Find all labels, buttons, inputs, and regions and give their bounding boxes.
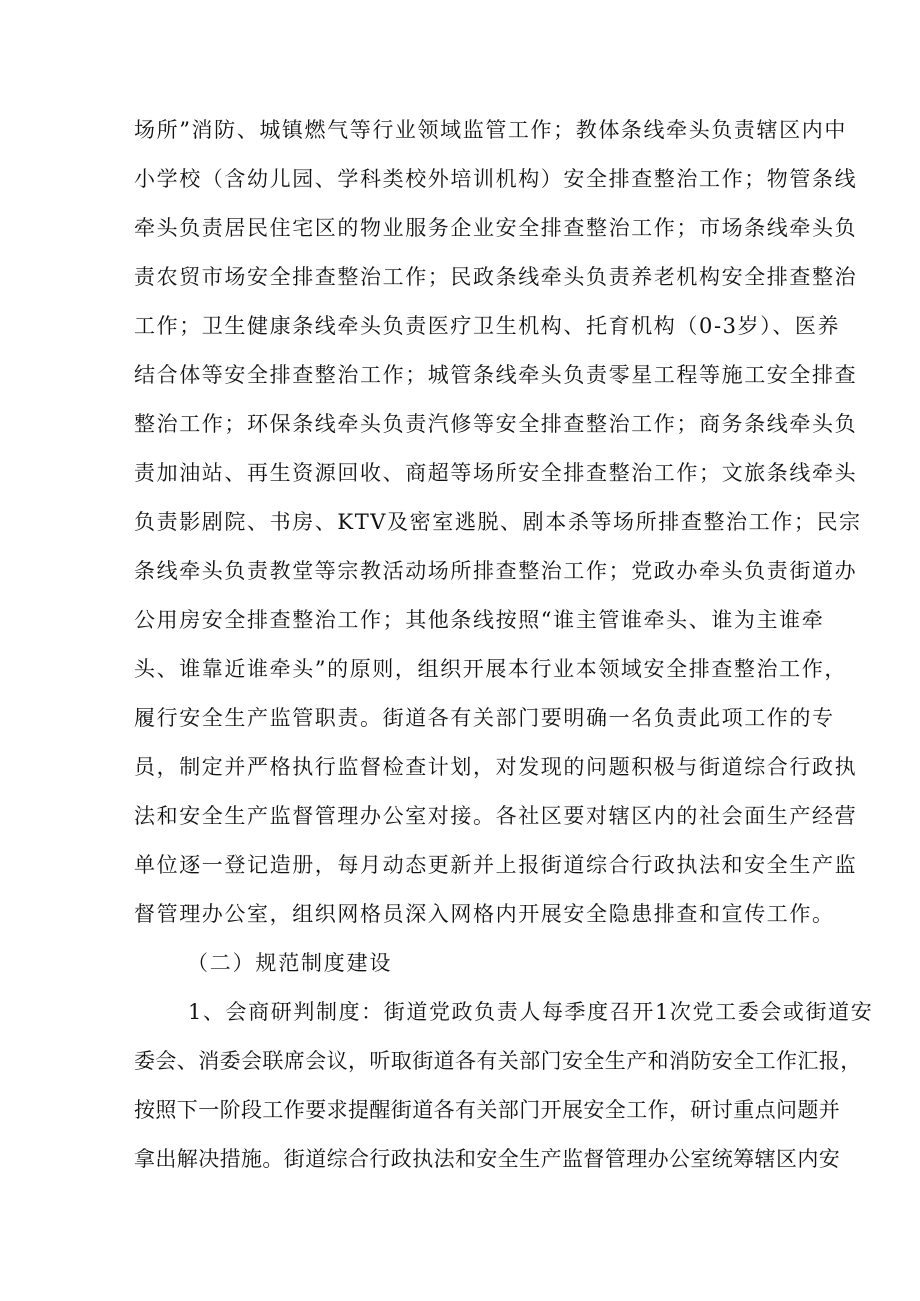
paragraph-1-line-6: 结合体等安全排查整治工作；城管条线牵头负责零星工程等施工安全排查 bbox=[134, 363, 858, 387]
paragraph-1-line-17: 督管理办公室，组织网格员深入网格内开展安全隐患排查和宣传工作。 bbox=[134, 902, 835, 926]
paragraph-1-line-9: 负责影剧院、书房、KTV及密室逃脱、剧本杀等场所排查整治工作；民宗 bbox=[134, 510, 862, 534]
paragraph-1-line-13: 履行安全生产监管职责。街道各有关部门要明确一名负责此项工作的专 bbox=[134, 706, 835, 730]
paragraph-1-line-3: 牵头负责居民住宅区的物业服务企业安全排查整治工作；市场条线牵头负 bbox=[134, 216, 858, 240]
paragraph-1-line-16: 单位逐一登记造册，每月动态更新并上报街道综合行政执法和安全生产监 bbox=[134, 853, 858, 877]
paragraph-2-line-1: 1、会商研判制度：街道党政负责人每季度召开1次党工委会或街道安 bbox=[188, 1000, 874, 1024]
paragraph-1-line-10: 条线牵头负责教堂等宗教活动场所排查整治工作；党政办牵头负责街道办 bbox=[134, 559, 858, 583]
paragraph-1-line-5: 工作；卫生健康条线牵头负责医疗卫生机构、托育机构（0-3岁）、医养 bbox=[134, 314, 841, 338]
paragraph-1-line-1: 场所”消防、城镇燃气等行业领域监管工作；教体条线牵头负责辖区内中 bbox=[134, 118, 847, 142]
paragraph-1-line-4: 责农贸市场安全排查整治工作；民政条线牵头负责养老机构安全排查整治 bbox=[134, 265, 858, 289]
paragraph-1-line-7: 整治工作；环保条线牵头负责汽修等安全排查整治工作；商务条线牵头负 bbox=[134, 412, 858, 436]
paragraph-1-line-14: 员，制定并严格执行监督检查计划，对发现的问题积极与街道综合行政执 bbox=[134, 755, 858, 779]
paragraph-1-line-15: 法和安全生产监督管理办公室对接。各社区要对辖区内的社会面生产经营 bbox=[134, 804, 858, 828]
paragraph-2-line-2: 委会、消委会联席会议，听取街道各有关部门安全生产和消防安全工作汇报， bbox=[134, 1049, 862, 1073]
paragraph-1-line-8: 责加油站、再生资源回收、商超等场所安全排查整治工作；文旅条线牵头 bbox=[134, 461, 858, 485]
paragraph-1-line-12: 头、谁靠近谁牵头”的原则，组织开展本行业本领域安全排查整治工作， bbox=[134, 657, 847, 681]
paragraph-1-line-11: 公用房安全排查整治工作；其他条线按照“谁主管谁牵头、谁为主谁牵 bbox=[134, 608, 825, 632]
paragraph-2-line-3: 按照下一阶段工作要求提醒街道各有关部门开展安全工作，研讨重点问题并 bbox=[134, 1098, 841, 1122]
paragraph-1-line-2: 小学校（含幼儿园、学科类校外培训机构）安全排查整治工作；物管条线 bbox=[134, 167, 858, 191]
paragraph-2-line-4: 拿出解决措施。街道综合行政执法和安全生产监督管理办公室统筹辖区内安 bbox=[134, 1147, 841, 1171]
section-heading: （二）规范制度建设 bbox=[187, 951, 393, 975]
